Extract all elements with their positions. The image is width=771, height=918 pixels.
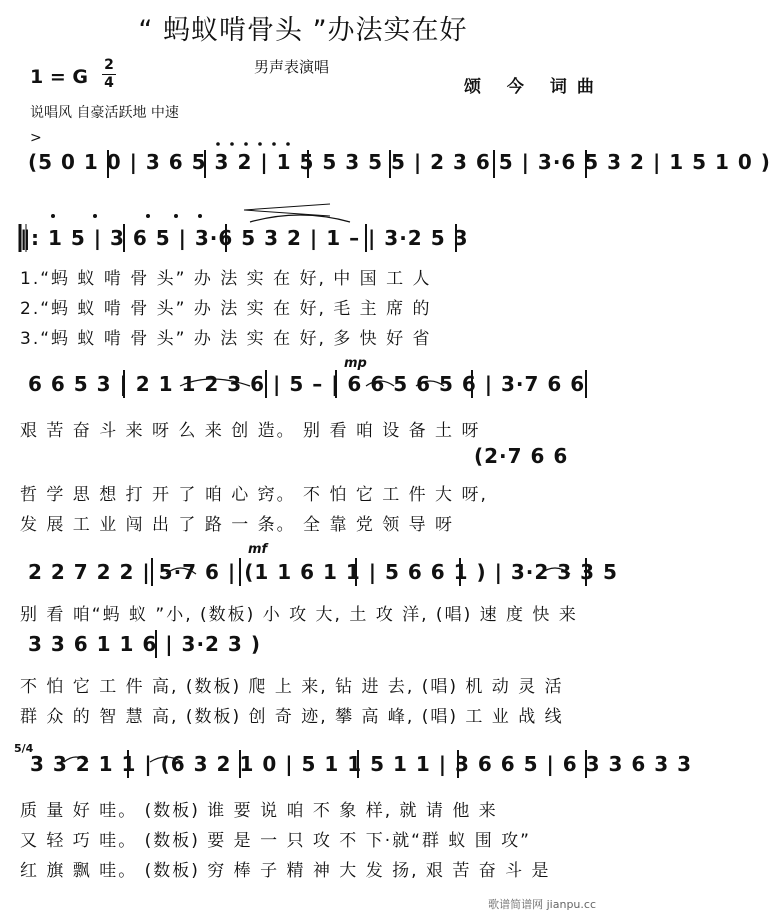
composer-credit: 颂 今 词曲 xyxy=(464,77,604,97)
lyric-verse1-c: 别 看 咱“蚂 蚁 ”小, (数板) 小 攻 大, 土 攻 洋, (唱) 速 度 快 来 xyxy=(20,605,578,625)
lyric-verse2-c: 不 怕 它 工 件 高, (数板) 爬 上 来, 钻 进 去, (唱) 机 动 灵 活 xyxy=(20,677,564,697)
score-line-2: ‖: 1 5 | 3 6 5 | 3·6 5 3 2 | 1 – | 3·2 5 3 xyxy=(20,226,469,250)
score-line-1: (5 0 1 0 | 3 6 5 3 2 | 1 5 5 3 5 5 | 2 3 6 5 | 3·6 5 3 2 | 1 5 1 0 ) xyxy=(28,150,771,174)
lyric-verse3-d: 红 旗 飘 哇。 (数板) 穷 棒 子 精 神 大 发 扬, 艰 苦 奋 斗 是 xyxy=(20,861,551,881)
lyric-verse1-d: 质 量 好 哇。 (数板) 谁 要 说 咱 不 象 样, 就 请 他 来 xyxy=(20,801,498,821)
score-line-4: 2 2 7 2 2 | 5·7 6 | (1 1 6 1 1 | 5 6 6 1 ) | 3·2 3 3 5 xyxy=(28,560,618,584)
lyric-verse3-b: 发 展 工 业 闯 出 了 路 一 条。 全 靠 党 领 导 呀 xyxy=(20,515,455,535)
score-line-6: 3 3 2 1 1 | (6 3 2 1 0 | 5 1 1 5 1 1 | 3 6 6 5 | 6 3 3 6 3 3 xyxy=(30,752,693,776)
lyric-verse3-a: 3.“蚂 蚁 啃 骨 头” 办 法 实 在 好, 多 快 好 省 xyxy=(20,329,432,349)
accent-mark: > xyxy=(30,130,42,146)
score-line-3: 6 6 5 3 | 2 1 1 2 3 6 | 5 – | 6 6 5 6 5 6 | 3·7 6 6 xyxy=(28,372,586,396)
time-signature-top: 2 xyxy=(104,57,114,73)
watermark: 歌谱简谱网 jianpu.cc xyxy=(488,898,596,911)
performance-type: 男声表演唱 xyxy=(254,58,330,76)
dynamic-mf: mf xyxy=(248,542,268,557)
dynamic-mp: mp xyxy=(344,356,367,371)
key-signature: 1 = G xyxy=(30,66,88,88)
tempo-marking: 说唱风 自豪活跃地 中速 xyxy=(30,105,179,121)
meter-change: 5/4 xyxy=(14,742,34,755)
lyric-verse2-d: 又 轻 巧 哇。 (数板) 要 是 一 只 攻 不 下·就“群 蚁 围 攻” xyxy=(20,831,531,851)
lyric-verse2-a: 2.“蚂 蚁 啃 骨 头” 办 法 实 在 好, 毛 主 席 的 xyxy=(20,299,432,319)
lyric-verse2-b: 哲 学 思 想 打 开 了 咱 心 窍。 不 怕 它 工 件 大 呀, xyxy=(20,485,488,505)
time-signature-bottom: 4 xyxy=(104,75,114,91)
song-title: “ 蚂蚁啃骨头 ”办法实在好 xyxy=(138,15,468,46)
score-line-5: 3 3 6 1 1 6 | 3·2 3 ) xyxy=(28,632,261,656)
score-line-3-alt: (2·7 6 6 xyxy=(474,444,569,468)
lyric-verse3-c: 群 众 的 智 慧 高, (数板) 创 奇 迹, 攀 高 峰, (唱) 工 业 战 线 xyxy=(20,707,564,727)
lyric-verse1-a: 1.“蚂 蚁 啃 骨 头” 办 法 实 在 好, 中 国 工 人 xyxy=(20,269,432,289)
lyric-verse1-b: 艰 苦 奋 斗 来 呀 么 来 创 造。 别 看 咱 设 备 土 呀 xyxy=(20,421,481,441)
